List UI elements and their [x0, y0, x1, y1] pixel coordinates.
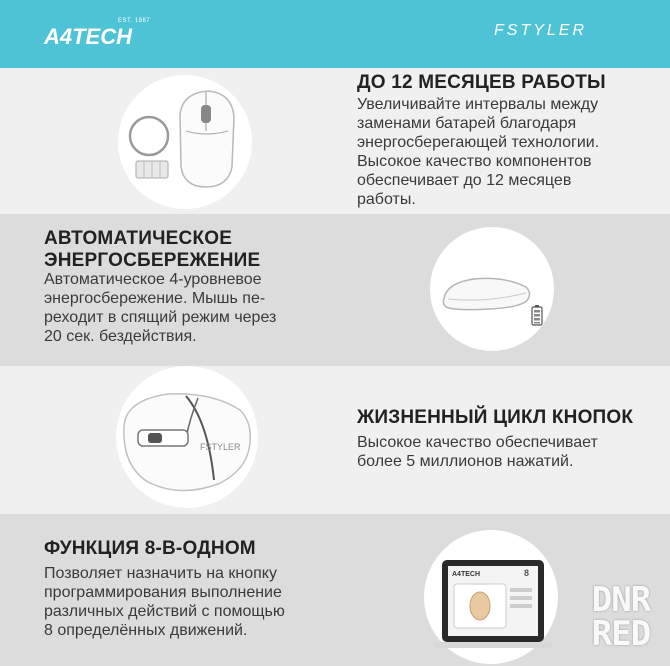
title-line: ЭНЕРГОСБЕРЕЖЕНИЕ	[44, 250, 261, 271]
brand-name: A4TECH	[44, 24, 133, 49]
mouse-battery-illustration	[118, 75, 252, 209]
description-line: энергосбережение. Мышь пе-	[44, 290, 266, 307]
description-line: работы.	[357, 191, 416, 208]
mouse-body	[443, 278, 529, 309]
mouse-brand-label: FSTYLER	[200, 442, 241, 452]
description-line: энергосберегающей технологии.	[357, 134, 600, 151]
feature-title	[44, 228, 260, 272]
description-line: Автоматическое 4-уровневое	[44, 271, 262, 288]
feature-button-lifecycle	[0, 366, 670, 514]
feature-description	[357, 433, 598, 471]
feature-auto-power-saving	[0, 214, 670, 366]
feature-description	[44, 270, 276, 346]
feature-title: ФУНКЦИЯ 8-В-ОДНОМ	[44, 538, 256, 559]
description-line: реходит в спящий режим через	[44, 309, 277, 326]
description-line: Высокое качество обеспечивает	[357, 434, 598, 451]
description-line: Позволяет назначить на кнопку	[44, 565, 277, 582]
feature-title: ЖИЗНЕННЫЙ ЦИКЛ КНОПОК	[357, 407, 634, 428]
title-line: АВТОМАТИЧЕСКОЕ	[44, 228, 233, 249]
brand-est: EST. 1987	[118, 18, 151, 24]
watermark	[578, 580, 664, 661]
description-line: различных действий с помощью	[44, 603, 285, 620]
feature-description	[357, 95, 599, 209]
mouse-closeup-illustration	[116, 366, 258, 508]
screen-badge-label: 8	[524, 568, 530, 578]
battery-level-icon	[532, 305, 542, 325]
description-line: обеспечивает до 12 месяцев	[357, 172, 572, 189]
series-logo: FSTYLER	[494, 22, 588, 39]
feature-battery-life	[0, 68, 670, 214]
description-line: 20 сек. бездействия.	[44, 328, 197, 345]
tablet-screen-illustration	[424, 530, 558, 664]
a4tech-logo	[44, 18, 164, 58]
header-bar	[0, 0, 670, 68]
watermark-line: RED	[591, 614, 651, 654]
mouse-side-illustration	[430, 227, 554, 351]
screen-brand-label: A4TECH	[452, 571, 481, 578]
description-line: Высокое качество компонентов	[357, 153, 592, 170]
description-line: Увеличивайте интервалы между	[357, 96, 599, 113]
watermark-line: DNR	[591, 580, 651, 620]
battery-icon	[136, 161, 168, 178]
description-line: более 5 миллионов нажатий.	[357, 453, 574, 470]
feature-description	[44, 564, 285, 640]
description-line: 8 определённых движений.	[44, 622, 248, 639]
feature-title: ДО 12 МЕСЯЦЕВ РАБОТЫ	[357, 72, 606, 93]
feature-8-in-1	[0, 514, 670, 666]
description-line: заменами батарей благодаря	[357, 115, 577, 132]
description-line: программирования выполнение	[44, 584, 282, 601]
